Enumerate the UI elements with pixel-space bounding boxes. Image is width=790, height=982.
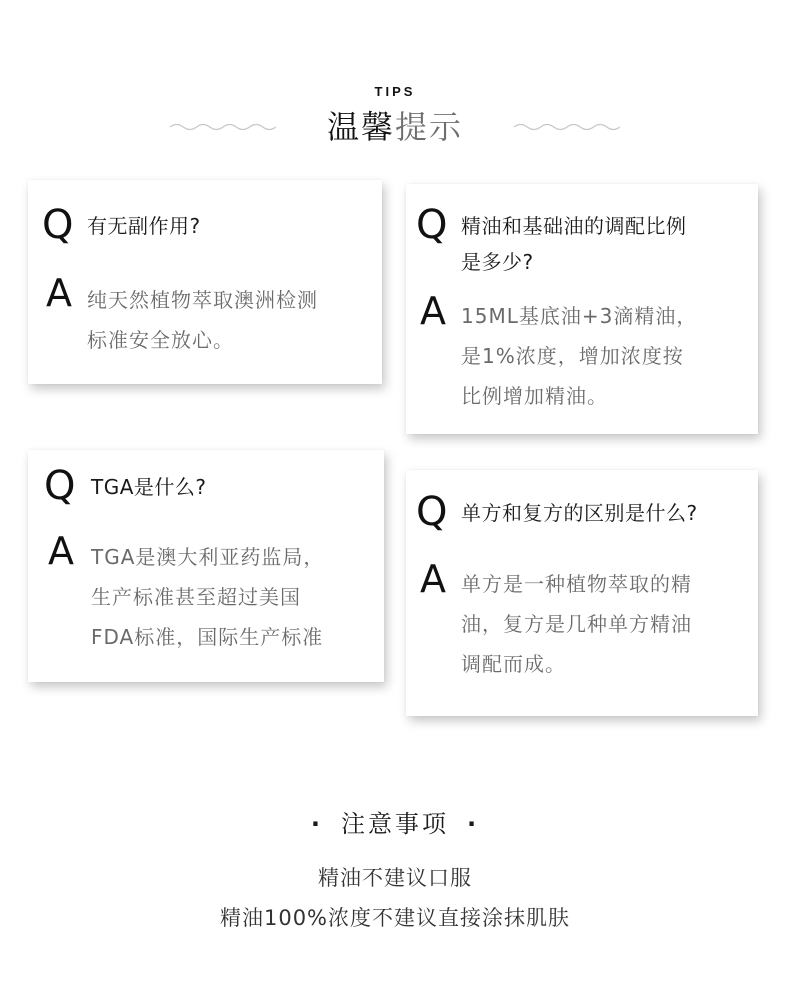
answer-line: 是1%浓度，增加浓度按 <box>461 344 684 368</box>
title-row <box>0 104 790 150</box>
question-text <box>461 208 687 280</box>
question-text <box>91 469 207 505</box>
title-part-2: 提示 <box>395 108 464 146</box>
notice-line: 精油不建议口服 <box>318 866 472 890</box>
a-letter: A <box>420 289 446 333</box>
answer-text <box>87 280 318 360</box>
answer-line: 标准安全放心。 <box>87 328 234 352</box>
a-letter: A <box>46 271 72 315</box>
answer-line: TGA是澳大利亚药监局， <box>91 545 325 569</box>
answer-line: 调配而成。 <box>461 652 566 676</box>
question-text <box>87 208 201 244</box>
notice-dot-left: · <box>310 810 323 838</box>
answer-text <box>461 296 697 416</box>
answer-text <box>91 537 324 657</box>
question-text <box>461 495 698 531</box>
tips-header <box>0 84 790 99</box>
question-line: 有无副作用? <box>87 214 201 238</box>
notice-heading: 注意事项 <box>341 810 449 838</box>
q-letter: Q <box>42 202 74 248</box>
notice-title <box>0 804 790 844</box>
answer-line: 生产标准甚至超过美国 <box>91 585 301 609</box>
answer-text <box>461 564 692 684</box>
answer-line: 比例增加精油。 <box>461 384 608 408</box>
title-part-1: 温馨 <box>326 108 395 146</box>
question-line: 单方和复方的区别是什么? <box>461 501 698 525</box>
a-letter: A <box>420 557 446 601</box>
q-letter: Q <box>416 202 448 248</box>
tips-label: TIPS <box>374 84 416 99</box>
notice-section <box>0 804 790 938</box>
a-letter: A <box>48 529 74 573</box>
question-line: 是多少? <box>461 250 534 274</box>
answer-line: 15ML基底油+3滴精油， <box>461 304 698 328</box>
notice-line: 精油100%浓度不建议直接涂抹肌肤 <box>219 906 571 930</box>
answer-line: 油，复方是几种单方精油 <box>461 612 692 636</box>
q-letter: Q <box>44 463 76 509</box>
answer-line: 纯天然植物萃取澳洲检测 <box>87 288 318 312</box>
notice-dot-right: · <box>467 810 480 838</box>
question-line: TGA是什么? <box>91 475 207 499</box>
right-wave-decoration <box>514 120 620 134</box>
q-letter: Q <box>416 489 448 535</box>
page-title <box>0 104 790 150</box>
answer-line: 单方是一种植物萃取的精 <box>461 572 692 596</box>
question-line: 精油和基础油的调配比例 <box>461 214 687 238</box>
answer-line: FDA标准，国际生产标准 <box>91 625 324 649</box>
